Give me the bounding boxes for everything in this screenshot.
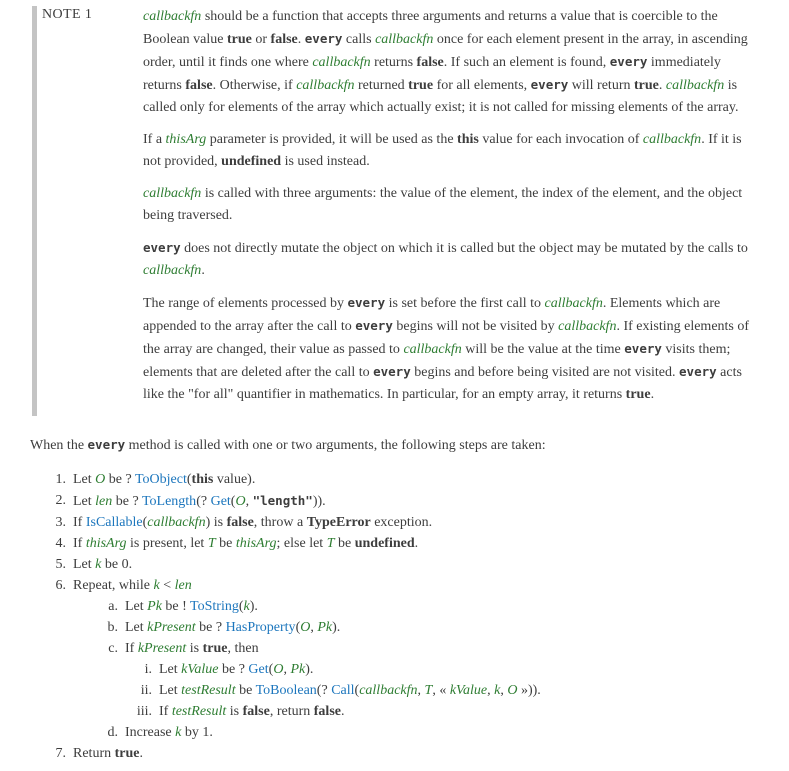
text-run: , then [227,641,259,656]
note-block [32,6,757,416]
keyword: undefined [221,154,282,169]
text-run: ( [295,620,301,635]
text-run: be 0. [101,557,133,572]
text-run: is present, let [126,536,208,551]
note-label: NOTE 1 [42,7,93,22]
text-run: ). [249,599,258,614]
note-paragraph [143,292,757,406]
text-run: be [215,536,236,551]
text-run: , throw a [253,515,307,530]
text-run: . If existing elements of the array are changed, their value as passed to [143,319,750,357]
text-run: Repeat, while [73,578,154,593]
text-run: Let [125,620,148,635]
text-run: Increase [125,725,176,740]
abstract-op-link[interactable]: ToBoolean [255,683,317,698]
step-marker: 7. [55,746,66,761]
variable: callbackfn [403,342,462,357]
text-run: . [139,746,143,761]
keyword: true [226,32,252,47]
variable: O [300,620,311,635]
text-run: be ? [218,662,249,677]
text-run: (? [316,683,332,698]
variable: callbackfn [544,296,603,311]
text-run: will be the value at the time [461,342,625,357]
text-run: value for each invocation of [478,132,643,147]
text-run: . Otherwise, if [212,78,297,93]
step-content [125,638,757,659]
step-content [73,533,757,554]
variable: Pk [290,662,306,677]
text-run: Let [125,599,148,614]
variable: callbackfn [143,9,202,24]
variable: O [235,494,246,509]
step-marker: i. [144,662,152,677]
text-run: »)). [517,683,541,698]
text-run: . Elements which are appended to the array after the call to [143,296,721,334]
text-run: , [417,683,425,698]
variable: kPresent [137,641,187,656]
text-run: ( [186,472,192,487]
step-content [125,722,757,743]
text-run: method is called with one or two arguments, the following steps are taken: [125,438,546,453]
text-run: or [251,32,271,47]
text-run: The range of elements processed by [143,296,348,311]
text-run: If [73,515,86,530]
text-run: . [297,32,305,47]
variable: T [207,536,216,551]
text-run: If [125,641,138,656]
keyword: true [625,387,651,402]
variable: callbackfn [359,683,418,698]
text-run: visits them; elements that are deleted after the call to [143,342,731,380]
text-run: by 1. [181,725,213,740]
keyword: false [270,32,298,47]
abstract-op-link[interactable]: Get [248,662,269,677]
abstract-op-link[interactable]: ToObject [134,472,187,487]
abstract-op-link[interactable]: HasProperty [225,620,296,635]
algorithm-step [118,659,757,680]
step-marker: b. [107,620,118,635]
text-run: ( [230,494,236,509]
keyword: this [457,132,479,147]
variable: k [175,725,182,740]
step-marker: 5. [55,557,66,572]
variable: callbackfn [558,319,617,334]
algorithm-step [82,596,757,617]
step-content [125,617,757,638]
algorithm-step [118,701,757,722]
algorithm-step [30,743,757,764]
text-run: ( [354,683,360,698]
variable: thisArg [165,132,207,147]
variable: O [507,683,518,698]
step-marker: d. [107,725,118,740]
step-marker: 4. [55,536,66,551]
variable: O [95,472,106,487]
keyword: true [634,78,659,93]
variable: thisArg [235,536,277,551]
variable: callbackfn [375,32,434,47]
text-run: )). [312,494,326,509]
text-run: ; else let [276,536,327,551]
text-run: be ? [112,494,142,509]
variable: k [494,683,501,698]
variable: T [424,683,433,698]
note-paragraph [143,6,757,119]
text-run: ). [332,620,341,635]
text-run: be [334,536,355,551]
variable: kValue [449,683,488,698]
keyword: true [114,746,140,761]
text-run: does not directly mutate the object on which it is called but the object may be mutated by the calls to [180,241,748,256]
text-run: . If such an element is found, [443,55,610,70]
note-body [143,6,757,416]
text-run: , [245,494,253,509]
code-literal: every [373,364,411,379]
code-literal: every [304,31,343,46]
text-run: be ? [195,620,226,635]
algorithm-step [30,490,757,512]
step-content [159,680,757,701]
text-run: be [235,683,256,698]
variable: testResult [171,704,227,719]
text-run: , return [269,704,314,719]
text-run: . [414,536,419,551]
note-paragraph [143,129,757,173]
text-run: If [159,704,172,719]
step-marker: 2. [55,493,66,508]
code-literal: every [679,364,717,379]
text-run: , [310,620,318,635]
algorithm-step [30,469,757,490]
text-run: Let [159,662,182,677]
text-run: returns [370,55,417,70]
step-content [73,490,757,512]
text-run: (? [196,494,211,509]
text-run: Return [73,746,115,761]
text-run: is [186,641,203,656]
text-run: is used instead. [281,154,370,169]
keyword: false [416,55,444,70]
code-literal: every [347,295,386,310]
algorithm-step [30,512,757,533]
algorithm-step [30,575,757,596]
text-run: If a [143,132,166,147]
variable: kPresent [147,620,196,635]
variable: O [273,662,284,677]
step-content [73,512,757,533]
text-run: will return [568,78,634,93]
text-run: When the [30,438,88,453]
code-literal: "length" [252,493,313,508]
text-run: should be a function that accepts three arguments and returns a value that is coercible to the Boolean value [143,9,718,47]
text-run: , [487,683,495,698]
code-literal: every [143,240,181,255]
step-marker: iii. [136,704,152,719]
text-run: begins and before being visited are not visited. [410,365,680,380]
text-run: immediately returns [143,55,721,93]
text-run: , « [432,683,450,698]
text-run: is called only for elements of the array which actually exist; it is not called for missing elements of the array. [143,78,739,115]
variable: callbackfn [143,186,202,201]
algorithm-step [30,533,757,554]
step-content [125,596,757,617]
text-run: Let [73,557,96,572]
variable: k [243,599,250,614]
variable: callbackfn [143,263,202,278]
keyword: true [202,641,228,656]
text-run: . [340,704,345,719]
variable: callbackfn [665,78,725,93]
variable: testResult [181,683,236,698]
text-run: parameter is provided, it will be used as the [206,132,458,147]
text-run: acts like the "for all" quantifier in mathematics. In particular, for an empty array, it returns [143,365,742,402]
variable: len [174,578,192,593]
text-run: ) is [205,515,227,530]
abstract-op-link[interactable]: IsCallable [85,515,143,530]
variable: callbackfn [642,132,702,147]
variable: callbackfn [147,515,206,530]
keyword: false [226,515,254,530]
keyword: TypeError [306,515,371,530]
variable: kValue [181,662,219,677]
keyword: false [185,78,213,93]
algorithm-step [118,680,757,701]
note-paragraph [143,237,757,282]
step-content [73,575,757,596]
text-run: , [283,662,291,677]
text-run: Let [73,472,96,487]
text-run: Let [73,494,96,509]
code-literal: every [87,437,126,452]
abstract-op-link[interactable]: Get [210,494,231,509]
code-literal: every [355,318,393,333]
keyword: false [313,704,341,719]
text-run: < [159,578,175,593]
text-run: calls [342,32,376,47]
text-run: ( [268,662,274,677]
text-run: . [650,387,655,402]
text-run: . [201,263,205,278]
variable: k [153,578,160,593]
variable: Pk [317,620,333,635]
step-marker: 1. [55,472,66,487]
keyword: false [242,704,270,719]
text-run: is set before the first call to [385,296,545,311]
text-run: ( [238,599,244,614]
text-run: once for each element present in the array, in ascending order, until it finds one where [143,32,748,70]
abstract-op-link[interactable]: ToString [190,599,239,614]
abstract-op-link[interactable]: ToLength [141,494,197,509]
text-run: is called with three arguments: the value of the element, the index of the element, and the object being traversed. [143,186,743,223]
algorithm-step [82,722,757,743]
text-run: ( [142,515,148,530]
algorithm-step [82,638,757,659]
variable: Pk [147,599,162,614]
variable: callbackfn [296,78,355,93]
text-run: If [73,536,86,551]
code-literal: every [530,77,569,92]
text-run: , [500,683,508,698]
text-run: . [658,78,666,93]
text-run: returned [354,78,409,93]
variable: callbackfn [312,55,371,70]
step-marker: 6. [55,578,66,593]
variable: T [326,536,335,551]
text-run: be ? [105,472,135,487]
text-run: for all elements, [433,78,531,93]
step-marker: 3. [55,515,66,530]
step-marker: ii. [140,683,152,698]
step-marker: a. [108,599,118,614]
code-literal: every [609,54,648,69]
text-run: . If it is not provided, [143,132,742,169]
algorithm-intro [30,434,757,457]
code-literal: every [624,341,662,356]
step-content [159,701,757,722]
text-run: be ! [161,599,191,614]
variable: k [95,557,102,572]
text-run: is [226,704,243,719]
text-run: value). [213,472,256,487]
algorithm-steps [30,469,757,764]
keyword: undefined [354,536,415,551]
text-run: exception. [370,515,433,530]
text-run: begins will not be visited by [392,319,559,334]
step-content [73,469,757,490]
variable: len [95,494,113,509]
text-run: ). [305,662,314,677]
step-marker: c. [108,641,118,656]
step-content [73,743,757,764]
algorithm-step [82,617,757,638]
variable: thisArg [85,536,127,551]
text-run: Let [159,683,182,698]
keyword: this [191,472,214,487]
note-paragraph [143,183,757,227]
step-content [159,659,757,680]
step-content [73,554,757,575]
abstract-op-link[interactable]: Call [331,683,355,698]
keyword: true [408,78,434,93]
algorithm-step [30,554,757,575]
